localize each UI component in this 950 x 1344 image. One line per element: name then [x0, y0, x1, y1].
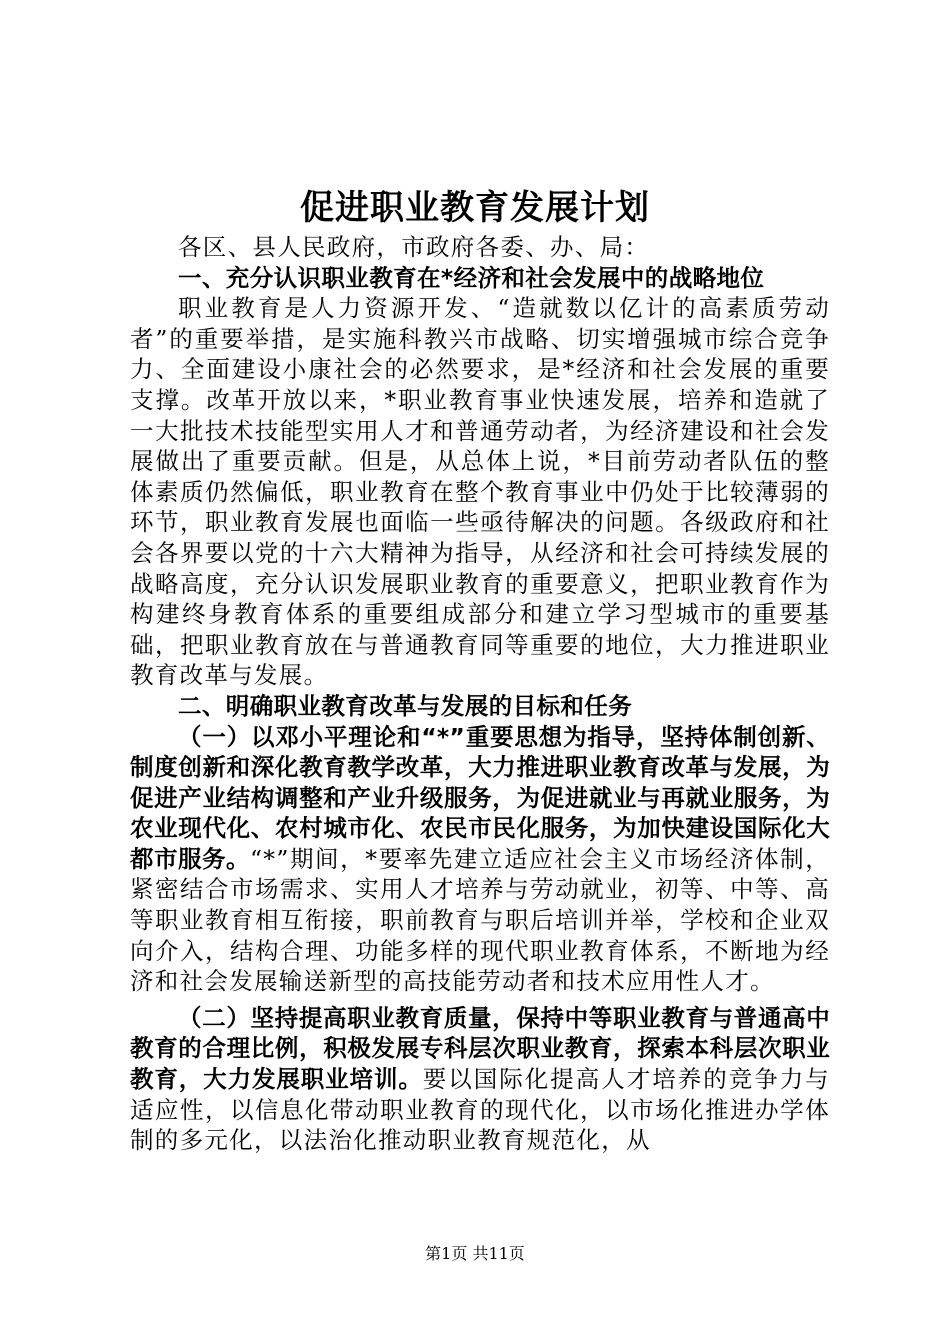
page-footer: 第1页 共11页 — [425, 1244, 525, 1263]
item-1-text: “*”期间，*要率先建立适应社会主义市场经济体制，紧密结合市场需求、实用人才培养与劳动就业，初等、中等、高等职业教育相互衔接，职前教育与职后培训并举，学校和企业双向介入，结构合理、功能多样的现代职业教育体系，不断地为经济和社会发展输送新型的高技能劳动者和技术应用性人才。 — [130, 844, 831, 996]
item-2-lead: （二）坚持提高职业教育质量，保持中等职业教育与普通高中教育的合理比例，积极发展专科层次职业教育，探索本科层次职业教育，大力发展职业培训。 — [130, 1003, 830, 1094]
section-2-item-2 — [130, 1003, 830, 1156]
salutation: 各区、县人民政府，市政府各委、办、局： — [178, 233, 650, 261]
document-body — [130, 232, 830, 1156]
section-2-item-1 — [130, 722, 830, 997]
section-1-heading: 一、充分认识职业教育在*经济和社会发展中的战略地位 — [178, 263, 765, 292]
section-2-heading: 二、明确职业教育改革与发展的目标和任务 — [178, 691, 633, 720]
item-1-lead: （一）以邓小平理论和“*”重要思想为指导，坚持体制创新、制度创新和深化教育教学改革，大力推进职业教育改革与发展，为促进产业结构调整和产业升级服务，为促进就业与再就业服务，为农业现代化、农村城市化、农民市民化服务，为加快建设国际化大都市服务。 — [130, 722, 830, 873]
item-2-text: 要以国际化提高人才培养的竞争力与适应性，以信息化带动职业教育的现代化，以市场化推进办学体制的多元化，以法治化推动职业教育规范化，从 — [130, 1065, 830, 1155]
document-title: 促进职业教育发展计划 — [300, 188, 650, 228]
section-1-paragraph: 职业教育是人力资源开发、“造就数以亿计的高素质劳动者”的重要举措，是实施科教兴市战略、切实增强城市综合竞争力、全面建设小康社会的必然要求，是*经济和社会发展的重要支撑。改革开放以来，*职业教育事业快速发展，培养和造就了一大批技术技能型实用人才和普通劳动者，为经济建设和社会发展做出了重要贡献。但是，从总体上说，*目前劳动者队伍的整体素质仍然偏低，职业教育在整个教育事业中仍处于比较薄弱的环节，职业教育发展也面临一些亟待解决的问题。各级政府和社会各界要以党的十六大精神为指导，从经济和社会可持续发展的战略高度，充分认识发展职业教育的重要意义，把职业教育作为构建终身教育体系的重要组成部分和建立学习型城市的重要基础，把职业教育放在与普通教育同等重要的地位，大力推进职业教育改革与发展。 — [130, 294, 830, 690]
